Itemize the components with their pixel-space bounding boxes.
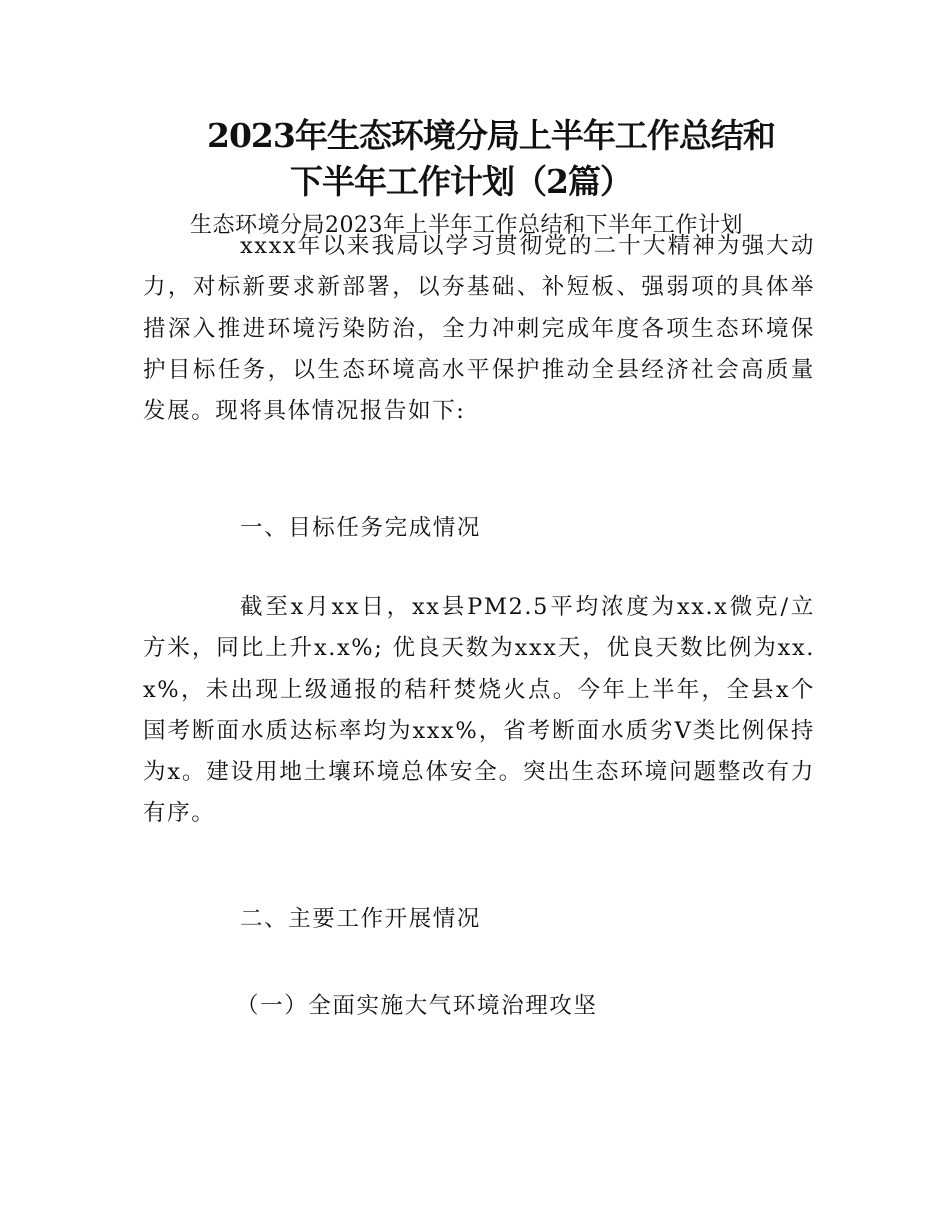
document-title-line1: 2023年生态环境分局上半年工作总结和 xyxy=(207,116,775,155)
document-title-line2: 下半年工作计划（2篇） xyxy=(290,162,632,201)
intro-paragraph: xxxx年以来我局以学习贯彻党的二十大精神为强大动力，对标新要求新部署，以夯基础、补短板、强弱项的具体举措深入推进环境污染防治，全力冲刺完成年度各项生态环境保护目标任务，以生态环境高水平保护推动全县经济社会高质量发展。现将具体情况报告如下: xyxy=(143,233,815,425)
targets-paragraph: 截至x月xx日，xx县PM2.5平均浓度为xx.x微克/立方米，同比上升x.x%; 优良天数为xxx天，优良天数比例为xx.x%，未出现上级通报的秸秆焚烧火点。今年上半年，全县x个国考断面水质达标率均为xxx%，省考断面水质劣Ⅴ类比例保持为x。建设用地土壤环境总体安全。突出生态环境问题整改有力有序。 xyxy=(143,594,815,827)
section-heading-targets: 一、目标任务完成情况 xyxy=(240,515,482,541)
section-heading-main-work: 二、主要工作开展情况 xyxy=(240,906,482,932)
subsection-heading-air: （一）全面实施大气环境治理攻坚 xyxy=(236,993,598,1019)
document-subtitle: 生态环境分局2023年上半年工作总结和下半年工作计划 xyxy=(190,213,743,238)
